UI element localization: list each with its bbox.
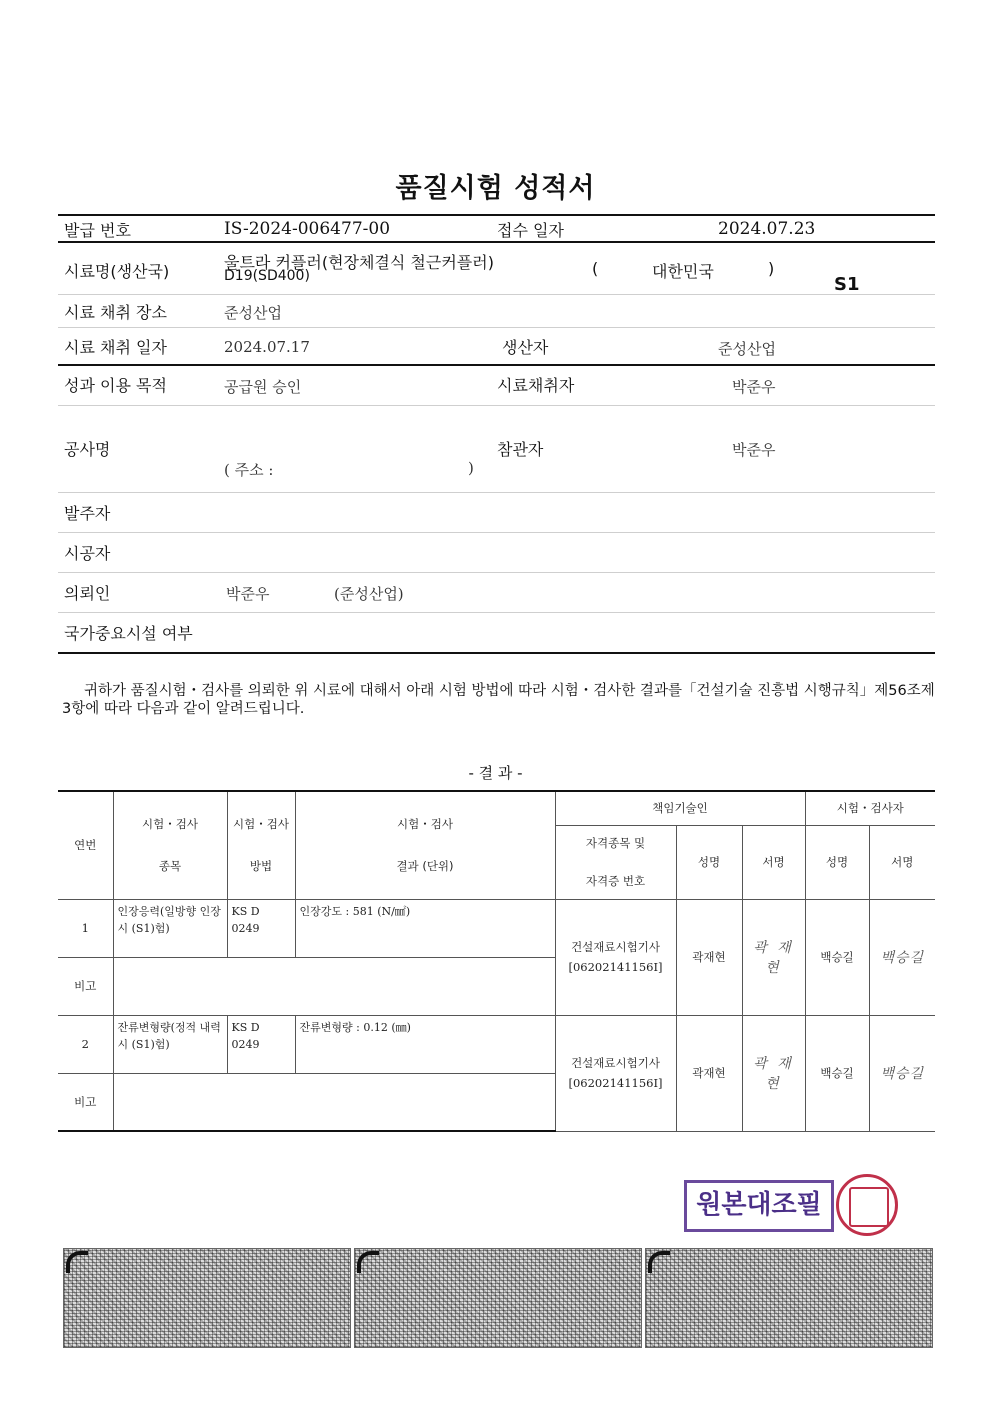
- divider: [58, 612, 935, 613]
- remark-label: 비고: [58, 1073, 113, 1131]
- row-result: 잔류변형량 : 0.12 (㎜): [295, 1015, 555, 1073]
- divider: [58, 327, 935, 328]
- witness-value: 박준우: [732, 441, 776, 459]
- col-eng-name: 성명: [676, 825, 742, 899]
- witness-label: 참관자: [497, 440, 544, 459]
- eng-name: 곽재현: [676, 1015, 742, 1131]
- issue-no-value: IS-2024-006477-00: [224, 219, 391, 239]
- divider: [58, 294, 935, 295]
- col-qual-line1: 자격종목 및: [585, 836, 646, 850]
- tester-name: 백승길: [805, 899, 869, 1015]
- project-label: 공사명: [64, 440, 111, 459]
- divider: [58, 532, 935, 533]
- table-row: [58, 1015, 935, 1073]
- col-item-line2: 종목: [158, 859, 182, 874]
- purpose-value: 공급원 승인: [224, 378, 302, 396]
- row-item: 잔류변형량(정적 내력시 (S1)험): [113, 1015, 227, 1073]
- col-method-line2: 방법: [249, 859, 273, 874]
- col-no: 연번: [58, 791, 113, 899]
- eng-signature-text: 곽 재 현: [753, 940, 794, 976]
- col-qual-line2: 자격증 번호: [585, 874, 646, 888]
- sample-name-line1: 울트라 커플러(현장체결식 철근커플러): [224, 253, 494, 272]
- row-method: KS D 0249: [227, 899, 295, 957]
- sampler-value: 박준우: [732, 378, 776, 396]
- col-result-line1: 시험・검사: [397, 817, 453, 832]
- divider: [58, 572, 935, 573]
- qual-name: 건설재료시험기사: [571, 940, 660, 954]
- qr-code-icon: [354, 1248, 642, 1348]
- sampling-date-label: 시료 채취 일자: [64, 338, 167, 357]
- divider: [58, 652, 935, 654]
- notice-paragraph: 귀하가 품질시험・검사를 의뢰한 위 시료에 대해서 아래 시험 방법에 따라 시험・검사한 결과를「건설기술 진흥법 시행규칙」제56조제3항에 따라 다음과 같이 알려드립니다.: [62, 683, 935, 717]
- tester-name: 백승길: [805, 1015, 869, 1131]
- remark-label: 비고: [58, 957, 113, 1015]
- table-row: [58, 899, 935, 957]
- constructor-label: 시공자: [64, 544, 111, 563]
- requester-label: 의뢰인: [64, 584, 111, 603]
- requester-company: (준성산업): [334, 585, 404, 603]
- producer-label: 생산자: [502, 338, 549, 357]
- seal-icon: [836, 1174, 898, 1236]
- sample-name-line2: D19(SD400): [224, 268, 310, 284]
- divider: [58, 492, 935, 493]
- sampler-label: 시료채취자: [497, 376, 575, 395]
- address-label: ( 주소 :: [224, 461, 274, 479]
- row-method: KS D 0249: [227, 1015, 295, 1073]
- row-result: 인장강도 : 581 (N/㎟): [295, 899, 555, 957]
- issue-no-label: 발급 번호: [64, 221, 131, 240]
- country-value: 대한민국: [652, 262, 714, 281]
- col-tester-name: 성명: [805, 825, 869, 899]
- qr-code-icon: [645, 1248, 933, 1348]
- qr-code-icon: [63, 1248, 351, 1348]
- tester-signature-text: 백승길: [880, 1066, 925, 1082]
- col-qualification: [555, 825, 676, 899]
- col-result-line2: 결과 (단위): [396, 859, 454, 874]
- col-item: [113, 791, 227, 899]
- receipt-date-label: 접수 일자: [497, 221, 564, 240]
- eng-name: 곽재현: [676, 899, 742, 1015]
- remark-value: [113, 1073, 555, 1131]
- col-method-line1: 시험・검사: [233, 817, 289, 832]
- eng-signature: [742, 1015, 805, 1131]
- results-heading: - 결 과 -: [468, 764, 523, 782]
- paren-open: (: [592, 259, 599, 278]
- address-close: ): [468, 459, 474, 477]
- col-engineer: 책임기술인: [555, 791, 805, 825]
- orderer-label: 발주자: [64, 504, 111, 523]
- document-title: 품질시험 성적서: [395, 173, 596, 204]
- tester-signature: [869, 899, 935, 1015]
- qual-no: [06202141156I]: [568, 1076, 663, 1090]
- paren-close: ): [768, 259, 775, 278]
- col-tester-sign: 서명: [869, 825, 935, 899]
- purpose-label: 성과 이용 목적: [64, 376, 167, 395]
- sampling-place-label: 시료 채취 장소: [64, 303, 167, 322]
- col-tester: 시험・검사자: [805, 791, 935, 825]
- col-eng-sign: 서명: [742, 825, 805, 899]
- row-no: 2: [58, 1015, 113, 1073]
- tester-signature: [869, 1015, 935, 1131]
- qual-no: [06202141156I]: [568, 960, 663, 974]
- sampling-place-value: 준성산업: [224, 304, 282, 322]
- divider: [58, 214, 935, 216]
- tester-signature-text: 백승길: [880, 950, 925, 966]
- row-qualification: [555, 1015, 676, 1131]
- col-method: [227, 791, 295, 899]
- sampling-date-value: 2024.07.17: [224, 338, 310, 356]
- eng-signature: [742, 899, 805, 1015]
- row-qualification: [555, 899, 676, 1015]
- divider: [58, 405, 935, 406]
- col-item-line1: 시험・검사: [142, 817, 198, 832]
- qual-name: 건설재료시험기사: [571, 1056, 660, 1070]
- sample-name-label: 시료명(생산국): [64, 262, 170, 281]
- national-facility-label: 국가중요시설 여부: [64, 624, 193, 643]
- remark-value: [113, 957, 555, 1015]
- col-result: [295, 791, 555, 899]
- original-copy-stamp: 원본대조필: [684, 1180, 834, 1232]
- divider: [58, 241, 935, 243]
- producer-value: 준성산업: [718, 340, 776, 358]
- receipt-date-value: 2024.07.23: [718, 219, 816, 239]
- results-table: [58, 790, 935, 1132]
- requester-name: 박준우: [226, 585, 270, 603]
- row-no: 1: [58, 899, 113, 957]
- sample-code: S1: [834, 274, 860, 295]
- divider: [58, 364, 935, 366]
- eng-signature-text: 곽 재 현: [753, 1056, 794, 1092]
- row-item: 인장응력(일방향 인장 시 (S1)험): [113, 899, 227, 957]
